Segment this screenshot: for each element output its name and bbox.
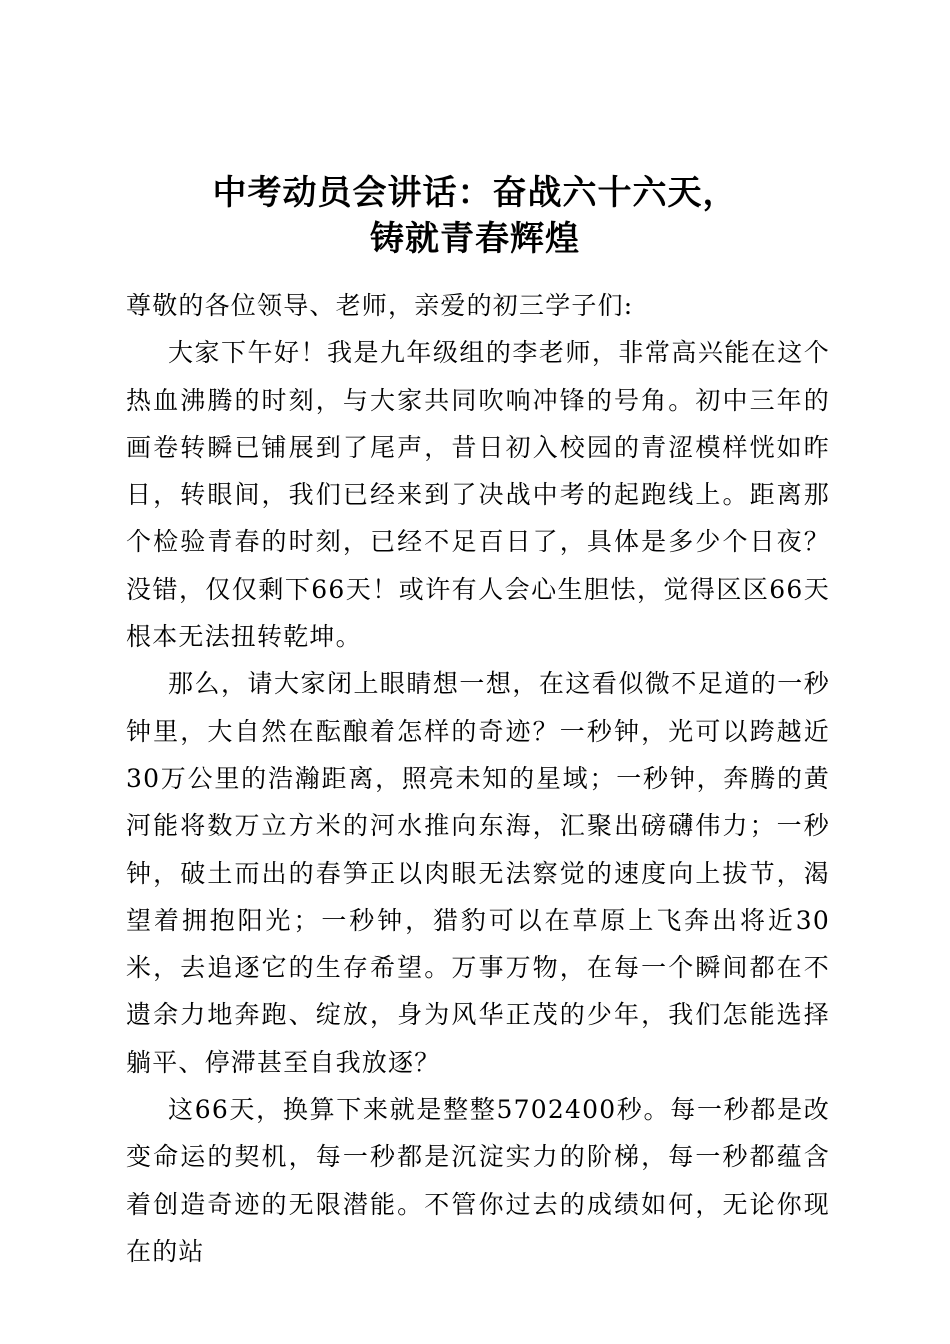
paragraph-2: 那么，请大家闭上眼睛想一想，在这看似微不足道的一秒钟里，大自然在酝酿着怎样的奇迹？一秒钟，光可以跨越近30万公里的浩瀚距离，照亮未知的星域；一秒钟，奔腾的黄河能将数万立方米的河水推向东海，汇聚出磅礴伟力；一秒钟，破土而出的春笋正以肉眼无法察觉的速度向上拔节，渴望着拥抱阳光；一秒钟，猎豹可以在草原上飞奔出将近30米，去追逐它的生存希望。万事万物，在每一个瞬间都在不遗余力地奔跑、绽放，身为风华正茂的少年，我们怎能选择躺平、停滞甚至自我放逐？ xyxy=(126,669,830,1077)
title-line-2: 铸就青春辉煌 xyxy=(370,219,580,259)
salutation: 尊敬的各位领导、老师，亲爱的初三学子们: xyxy=(126,291,634,320)
paragraph-3: 这66天，换算下来就是整整5702400秒。每一秒都是改变命运的契机，每一秒都是沉淀实力的阶梯，每一秒都蕴含着创造奇迹的无限潜能。不管你过去的成绩如何，无论你现在的站 xyxy=(126,1095,830,1266)
document-body xyxy=(126,282,830,1275)
document-title xyxy=(120,170,830,262)
paragraph-1: 大家下午好！我是九年级组的李老师，非常高兴能在这个热血沸腾的时刻，与大家共同吹响冲锋的号角。初中三年的画卷转瞬已铺展到了尾声，昔日初入校园的青涩模样恍如昨日，转眼间，我们已经来到了决战中考的起跑线上。距离那个检验青春的时刻，已经不足百日了，具体是多少个日夜？没错，仅仅剩下66天！或许有人会心生胆怯，觉得区区66天根本无法扭转乾坤。 xyxy=(126,338,830,652)
title-line-1: 中考动员会讲话：奋战六十六天， xyxy=(212,173,738,213)
